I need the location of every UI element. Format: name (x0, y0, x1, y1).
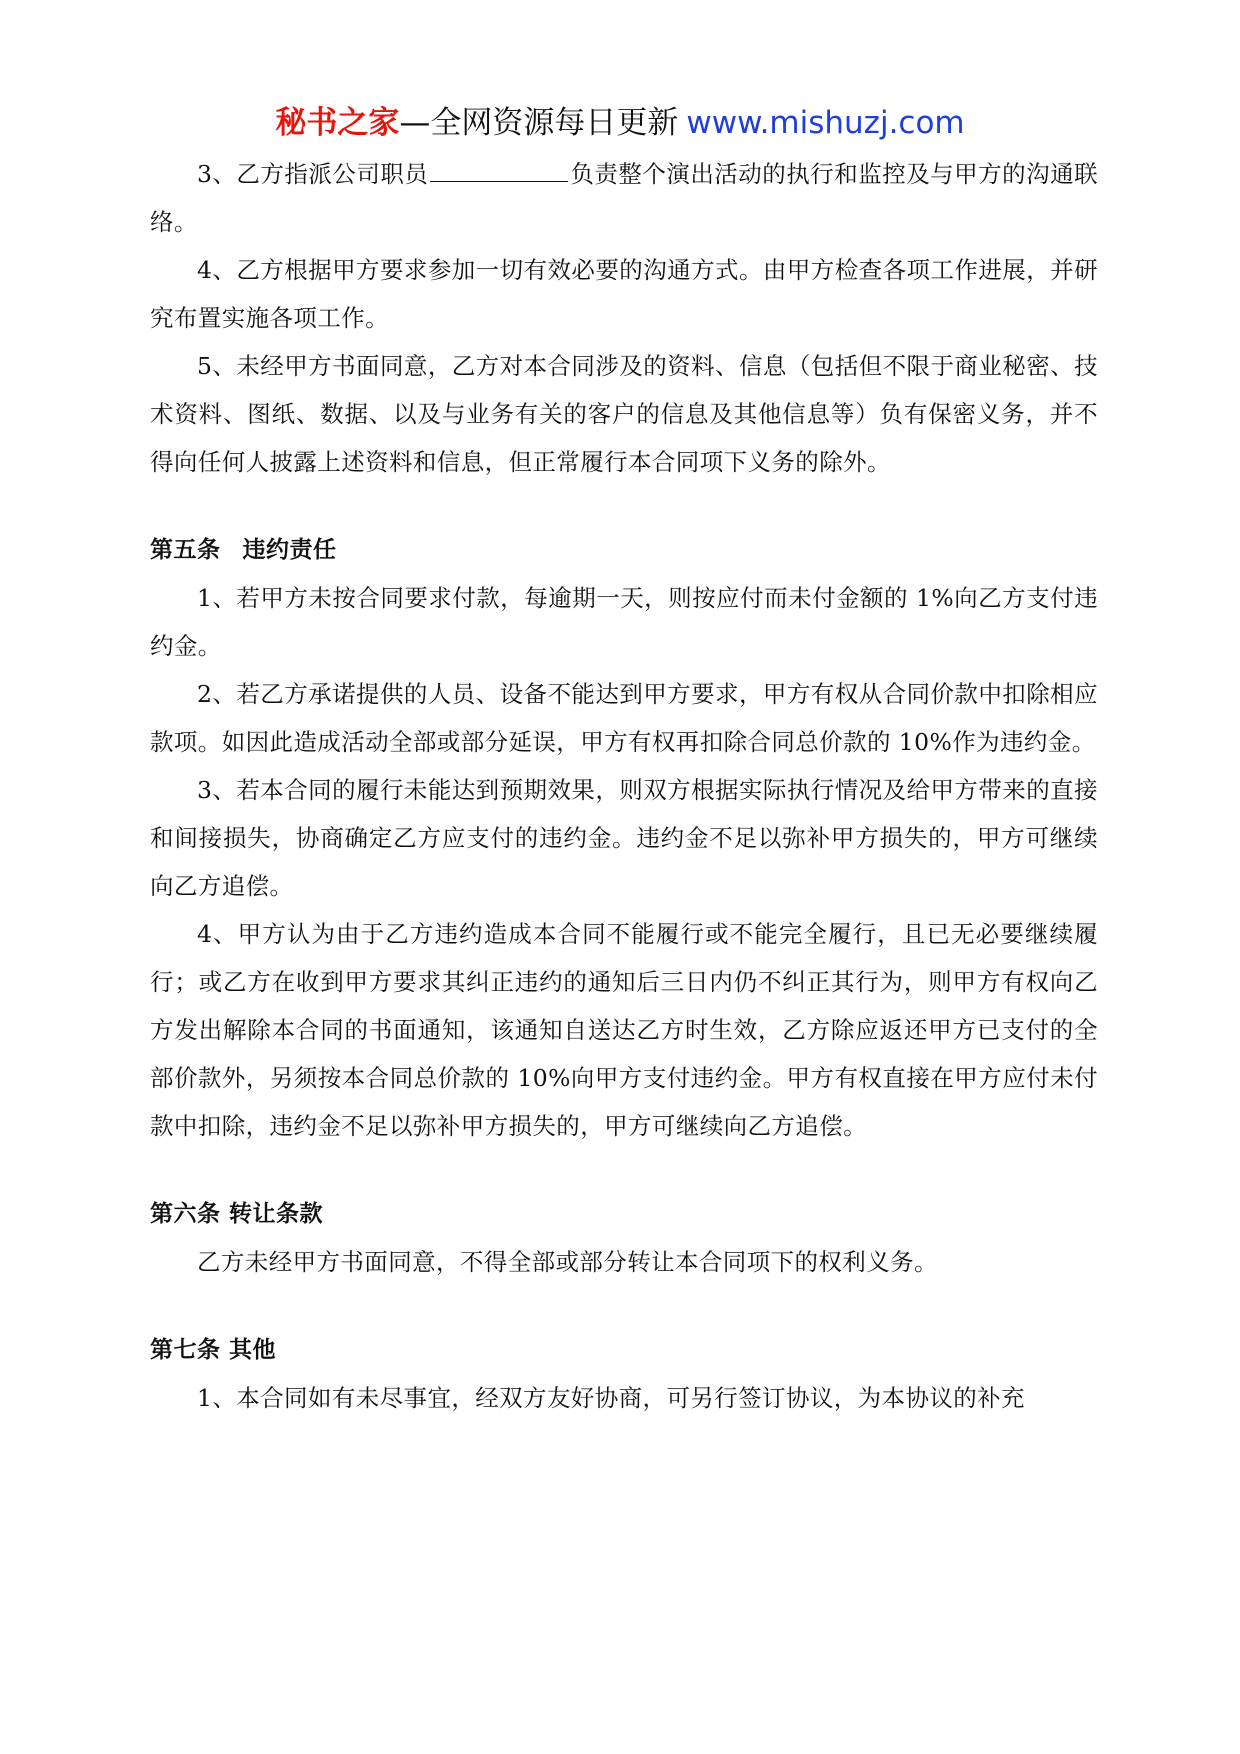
clause-4-3 (150, 150, 1098, 246)
clause-4-3-after: 负责整个演出活动的执行和监控及与甲方的沟通联络。 (150, 160, 1098, 236)
clause-4-5: 5、未经甲方书面同意，乙方对本合同涉及的资料、信息（包括但不限于商业秘密、技术资料、图纸、数据、以及与业务有关的客户的信息及其他信息等）负有保密义务，并不得向任何人披露上述资料和信息，但正常履行本合同项下义务的除外。 (150, 352, 1098, 476)
clause-5-3: 3、若本合同的履行未能达到预期效果，则双方根据实际执行情况及给甲方带来的直接和间接损失，协商确定乙方应支付的违约金。违约金不足以弥补甲方损失的，甲方可继续向乙方追偿。 (150, 776, 1098, 900)
section-7-heading: 第七条 其他 (150, 1337, 277, 1363)
clause-6-1: 乙方未经甲方书面同意，不得全部或部分转让本合同项下的权利义务。 (197, 1248, 938, 1276)
clause-5-2: 2、若乙方承诺提供的人员、设备不能达到甲方要求，甲方有权从合同价款中扣除相应款项。如因此造成活动全部或部分延误，甲方有权再扣除合同总价款的 10%作为违约金。 (150, 680, 1098, 756)
name-blank-line (430, 159, 568, 182)
clause-5-4: 4、甲方认为由于乙方违约造成本合同不能履行或不能完全履行，且已无必要继续履行；或乙方在收到甲方要求其纠正违约的通知后三日内仍不纠正其行为，则甲方有权向乙方发出解除本合同的书面通知，该通知自送达乙方时生效，乙方除应返还甲方已支付的全部价款外，另须按本合同总价款的 10%向甲方支付违约金。甲方有权直接在甲方应付未付款中扣除，违约金不足以弥补甲方损失的，甲方可继续向乙方追偿。 (150, 920, 1098, 1140)
site-banner (0, 100, 1240, 146)
section-5-heading (150, 526, 1098, 574)
clause-4-3-before: 3、乙方指派公司职员 (197, 160, 429, 188)
clause-5-1: 1、若甲方未按合同要求付款，每逾期一天，则按应付而未付金额的 1%向乙方支付违约金。 (150, 584, 1098, 660)
banner-site-link[interactable]: www.mishuzj.com (686, 105, 965, 141)
section-5-title: 违约责任 (242, 537, 337, 563)
section-6-heading: 第六条 转让条款 (150, 1201, 324, 1227)
clause-7-1: 1、本合同如有未尽事宜，经双方友好协商，可另行签订协议，为本协议的补充 (197, 1384, 1025, 1412)
contract-body (150, 150, 1098, 1422)
section-5-number: 第五条 (150, 537, 221, 563)
clause-4-4: 4、乙方根据甲方要求参加一切有效必要的沟通方式。由甲方检查各项工作进展，并研究布置实施各项工作。 (150, 256, 1098, 332)
banner-brand: 秘书之家 (275, 105, 400, 141)
banner-slogan: —全网资源每日更新 (399, 105, 679, 141)
